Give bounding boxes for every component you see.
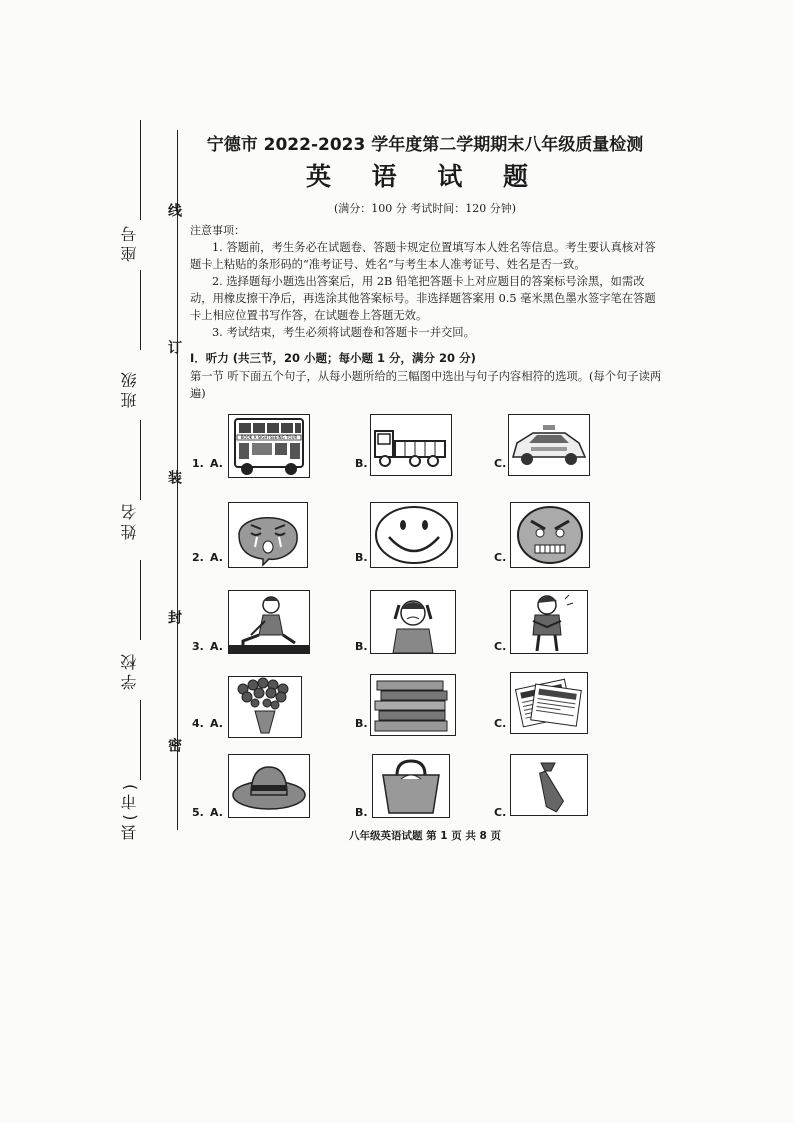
- binding-mark-xian: 线: [166, 203, 182, 219]
- question-number: 2.: [192, 551, 204, 564]
- school-line[interactable]: [140, 560, 141, 640]
- exam-subtitle: 英 语 试 题: [305, 162, 545, 191]
- smiling-face-icon[interactable]: [370, 502, 458, 568]
- binding-mark-mi: 密: [166, 738, 182, 754]
- option-label[interactable]: C.: [494, 806, 507, 819]
- option-label[interactable]: C.: [494, 551, 507, 564]
- option-label[interactable]: B.: [355, 806, 368, 819]
- option-label[interactable]: C.: [494, 457, 507, 470]
- option-label[interactable]: A.: [210, 640, 223, 653]
- crying-face-icon[interactable]: [228, 502, 308, 568]
- section-title: Ⅰ．听力 (共三节，20 小题；每小题 1 分，满分 20 分): [190, 351, 476, 365]
- boy-stomachache-icon[interactable]: [510, 590, 588, 654]
- note-item: 1. 答题前，考生务必在试题卷、答题卡规定位置填写本人姓名等信息。考生要认真核对答题卡上粘贴的条形码的“准考证号、姓名”与考生本人准考证号、姓名是否一致。: [190, 241, 656, 271]
- question-number: 4.: [192, 717, 204, 730]
- option-label[interactable]: A.: [210, 551, 223, 564]
- boy-headache-icon[interactable]: [370, 590, 456, 654]
- bus-sign-text: BOOK A SIGHTSEEING TOUR: [240, 435, 298, 440]
- option-label[interactable]: B.: [355, 640, 368, 653]
- section-instruction: 第一节 听下面五个句子，从每小题所给的三幅图中选出与句子内容相符的选项。(每个句子读两遍): [190, 370, 662, 400]
- notes-heading: 注意事项：: [190, 224, 245, 237]
- class-label: 班级: [120, 368, 139, 408]
- seat-number-line[interactable]: [140, 120, 141, 220]
- option-label[interactable]: A.: [210, 806, 223, 819]
- option-label[interactable]: B.: [355, 457, 368, 470]
- handbag-icon[interactable]: [372, 754, 450, 818]
- question-number: 5.: [192, 806, 204, 819]
- option-label[interactable]: C.: [494, 717, 507, 730]
- boy-hurt-leg-icon[interactable]: [228, 590, 310, 654]
- school-label: 学校: [120, 650, 139, 690]
- binding-mark-feng: 封: [166, 610, 182, 626]
- note-item: 2. 选择题每小题选出答案后，用 2B 铅笔把答题卡上对应题目的答案标号涂黑，如需改动，用橡皮擦干净后，再选涂其他答案标号。非选择题答案用 0.5 毫米黑色墨水签字笔在答题卡上相应位置书写作答，在试题卷上答题无效。: [190, 275, 656, 322]
- score-time-line: (满分：100 分 考试时间：120 分钟): [333, 202, 517, 215]
- exam-notes: [190, 222, 660, 341]
- binding-mark-zhuang: 装: [166, 470, 182, 486]
- double-decker-bus-icon[interactable]: [228, 414, 310, 478]
- exam-title: 宁德市 2022-2023 学年度第二学期期末八年级质量检测: [206, 135, 644, 155]
- question-number: 3.: [192, 640, 204, 653]
- class-line[interactable]: [140, 270, 141, 350]
- county-label: 县(市): [120, 780, 139, 841]
- name-line[interactable]: [140, 420, 141, 500]
- option-label[interactable]: A.: [210, 457, 223, 470]
- option-label[interactable]: B.: [355, 551, 368, 564]
- taxi-icon[interactable]: [508, 414, 590, 476]
- angry-face-icon[interactable]: [510, 502, 590, 568]
- flowers-icon[interactable]: [228, 676, 302, 738]
- option-label[interactable]: C.: [494, 640, 507, 653]
- tie-icon[interactable]: [510, 754, 588, 816]
- binding-mark-ding: 订: [166, 340, 182, 356]
- seat-number-label: 座号: [120, 222, 139, 262]
- option-label[interactable]: A.: [210, 717, 223, 730]
- truck-icon[interactable]: [370, 414, 452, 476]
- county-line[interactable]: [140, 700, 141, 780]
- option-label[interactable]: B.: [355, 717, 368, 730]
- note-item: 3. 考试结束，考生必须将试题卷和答题卡一并交回。: [212, 326, 475, 339]
- hat-icon[interactable]: [228, 754, 310, 818]
- books-icon[interactable]: [370, 674, 456, 736]
- name-label: 姓名: [120, 500, 139, 540]
- newspapers-icon[interactable]: [510, 672, 588, 734]
- question-number: 1.: [192, 457, 204, 470]
- page-footer: 八年级英语试题 第 1 页 共 8 页: [348, 830, 502, 842]
